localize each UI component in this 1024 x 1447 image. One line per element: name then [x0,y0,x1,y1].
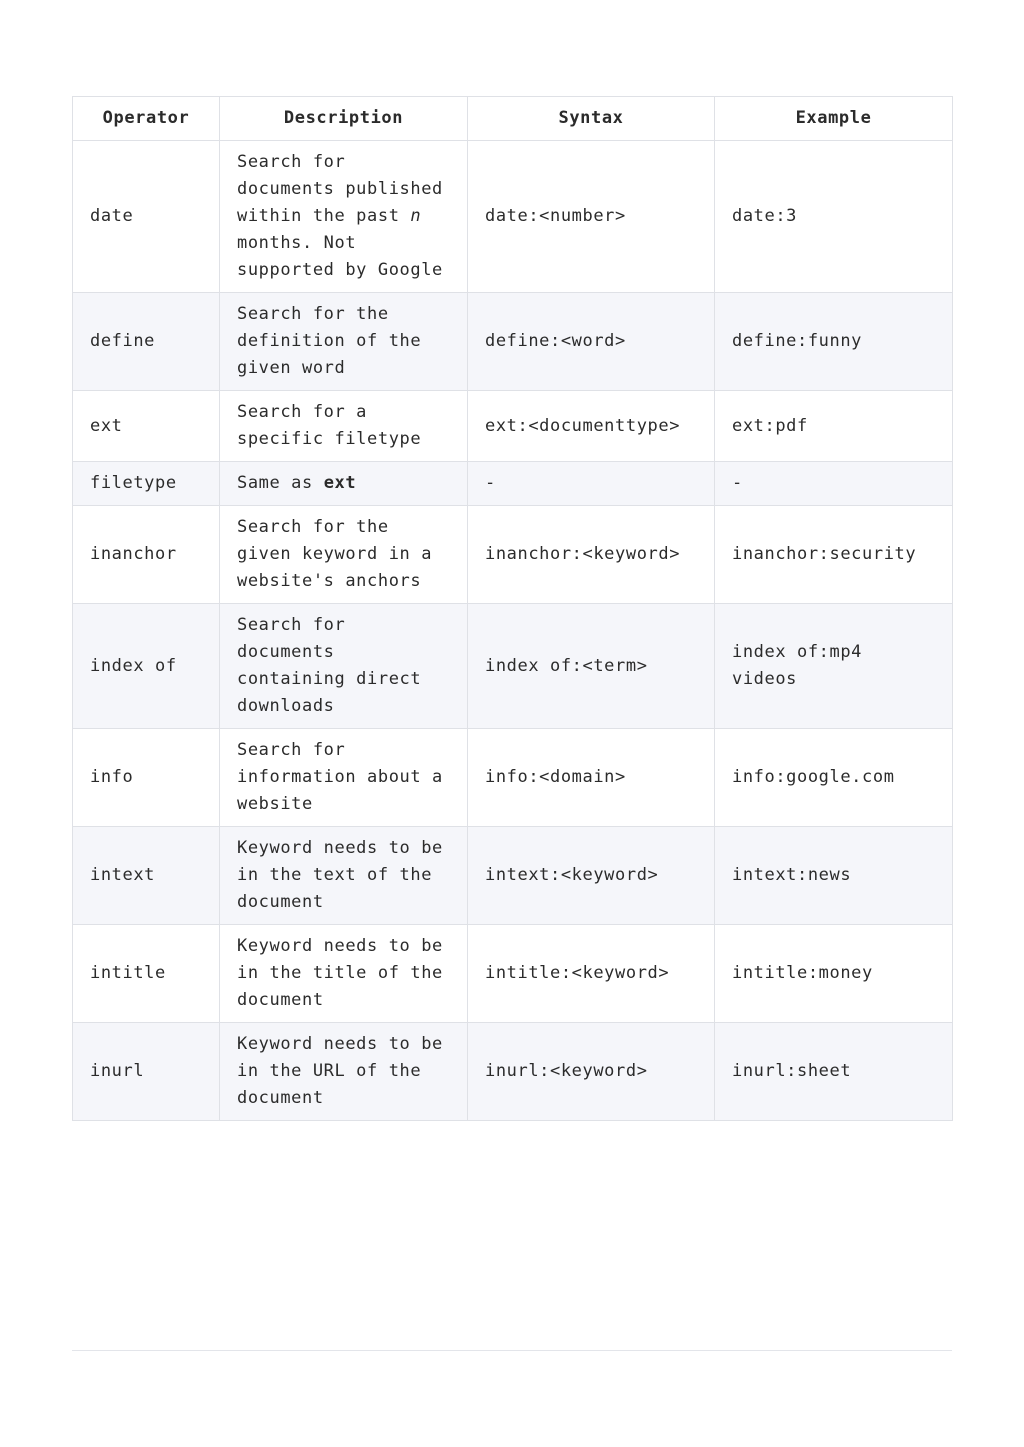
example-cell: inurl:sheet [715,1023,953,1121]
description-cell: Keyword needs to be in the text of the document [220,827,468,925]
table-body [73,141,953,1121]
operator-cell: date [73,141,220,293]
operator-cell: index of [73,604,220,729]
description-emphasis: n [410,206,422,226]
header-row [73,97,953,141]
header-example: Example [715,97,953,141]
syntax-cell: ext:<documenttype> [468,391,715,462]
description-cell [220,462,468,506]
description-text: Search for documents published within the past [237,152,443,226]
example-cell: intitle:money [715,925,953,1023]
example-cell: - [715,462,953,506]
search-operators-table [72,96,953,1121]
table-row [73,293,953,391]
example-cell: info:google.com [715,729,953,827]
syntax-cell: index of:<term> [468,604,715,729]
description-text: Same as [237,473,313,493]
syntax-cell: inanchor:<keyword> [468,506,715,604]
table-row [73,506,953,604]
document-page [72,96,952,1121]
header-operator: Operator [73,97,220,141]
description-cell: Search for the given keyword in a website's anchors [220,506,468,604]
example-cell: intext:news [715,827,953,925]
table-row [73,827,953,925]
syntax-cell: date:<number> [468,141,715,293]
table-row [73,604,953,729]
example-cell: inanchor:security [715,506,953,604]
example-cell: ext:pdf [715,391,953,462]
example-cell: define:funny [715,293,953,391]
description-cell: Keyword needs to be in the title of the document [220,925,468,1023]
example-cell: date:3 [715,141,953,293]
operator-cell: intitle [73,925,220,1023]
table-row [73,462,953,506]
table-row [73,1023,953,1121]
description-cell: Search for documents containing direct downloads [220,604,468,729]
operator-cell: info [73,729,220,827]
description-cell [220,141,468,293]
operator-cell: ext [73,391,220,462]
header-description: Description [220,97,468,141]
description-cell: Keyword needs to be in the URL of the document [220,1023,468,1121]
table-header [73,97,953,141]
description-strong: ext [323,473,357,493]
operator-cell: define [73,293,220,391]
description-cell: Search for the definition of the given word [220,293,468,391]
syntax-cell: intext:<keyword> [468,827,715,925]
table-row [73,729,953,827]
syntax-cell: inurl:<keyword> [468,1023,715,1121]
syntax-cell: info:<domain> [468,729,715,827]
footer-divider [72,1350,952,1351]
syntax-cell: intitle:<keyword> [468,925,715,1023]
header-syntax: Syntax [468,97,715,141]
syntax-cell: - [468,462,715,506]
operator-cell: inanchor [73,506,220,604]
table-row [73,391,953,462]
table-row [73,141,953,293]
operator-cell: filetype [73,462,220,506]
operator-cell: inurl [73,1023,220,1121]
description-cell: Search for a specific filetype [220,391,468,462]
description-cell: Search for information about a website [220,729,468,827]
description-text-tail: months. Not supported by Google [237,233,443,280]
table-row [73,925,953,1023]
example-cell: index of:mp4 videos [715,604,953,729]
syntax-cell: define:<word> [468,293,715,391]
operator-cell: intext [73,827,220,925]
